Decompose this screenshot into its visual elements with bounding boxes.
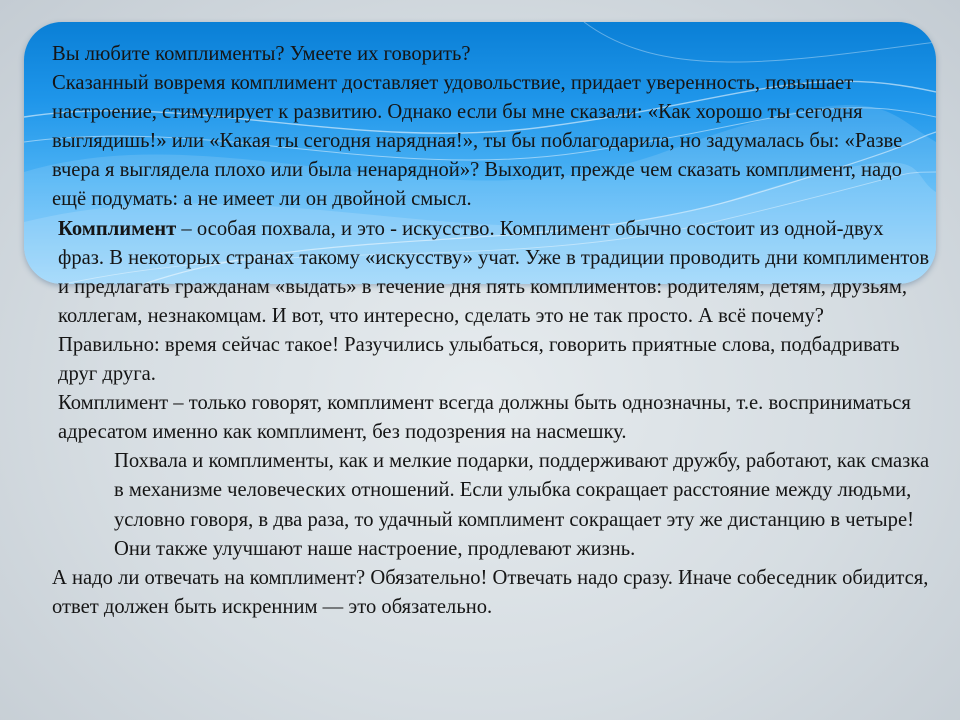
term-compliment: Комплимент <box>58 217 177 240</box>
paragraph-right-answer: Правильно: время сейчас такое! Разучились улыбаться, говорить приятные слова, подбадривать друг друга. <box>58 333 900 386</box>
paragraph-unambiguous: Комплимент – только говорят, комплимент всегда должны быть однозначны, т.е. восприниматься адресатом именно как комплимент, без подозрения на насмешку. <box>58 392 911 444</box>
paragraph-compliment-effect: Сказанный вовремя комплимент доставляет удовольствие, придает уверенность, повышает настроение, стимулирует к развитию. Однако если бы мне сказали: «Как хорошо ты сегодня выглядишь!» или «Какая ты сегодня нарядная!», ты бы поблагодарила, но задумалась бы: «Разве вчера я выглядела плохо или была ненарядной»? Выходит, прежде чем сказать комплимент, надо ещё подумать: а не имеет ли он двойной смысл. <box>52 72 903 211</box>
definition-text: – особая похвала, и это - искусство. Комплимент обычно состоит из одной-двух фраз. В некоторых странах такому «искусству» учат. Уже в традиции проводить дни комплиментов и предлагать гражданам «выдать» в течение дня пять комплиментов: родителям, детям, друзьям, коллегам, незнакомцам. И вот, что интересно, сделать это не так просто. А всё почему? <box>58 217 930 327</box>
paragraph-praise-friendship: Похвала и комплименты, как и мелкие подарки, поддерживают дружбу, работают, как смазка в механизме человеческих отношений. Если улыбка сокращает расстояние между людьми, условно говоря, в два раза, то удачный комплимент сокращает эту же дистанцию в четыре! Они также улучшают наше настроение, продлевают жизнь. <box>114 450 930 560</box>
paragraph-answer-compliment: А надо ли отвечать на комплимент? Обязательно! Отвечать надо сразу. Иначе собеседник обидится, ответ должен быть искренним — это обязательно. <box>52 566 929 618</box>
paragraph-intro-question: Вы любите комплименты? Умеете их говорить? <box>52 43 471 65</box>
slide-text-body <box>52 40 932 622</box>
paragraph-compliment-definition <box>52 215 932 331</box>
